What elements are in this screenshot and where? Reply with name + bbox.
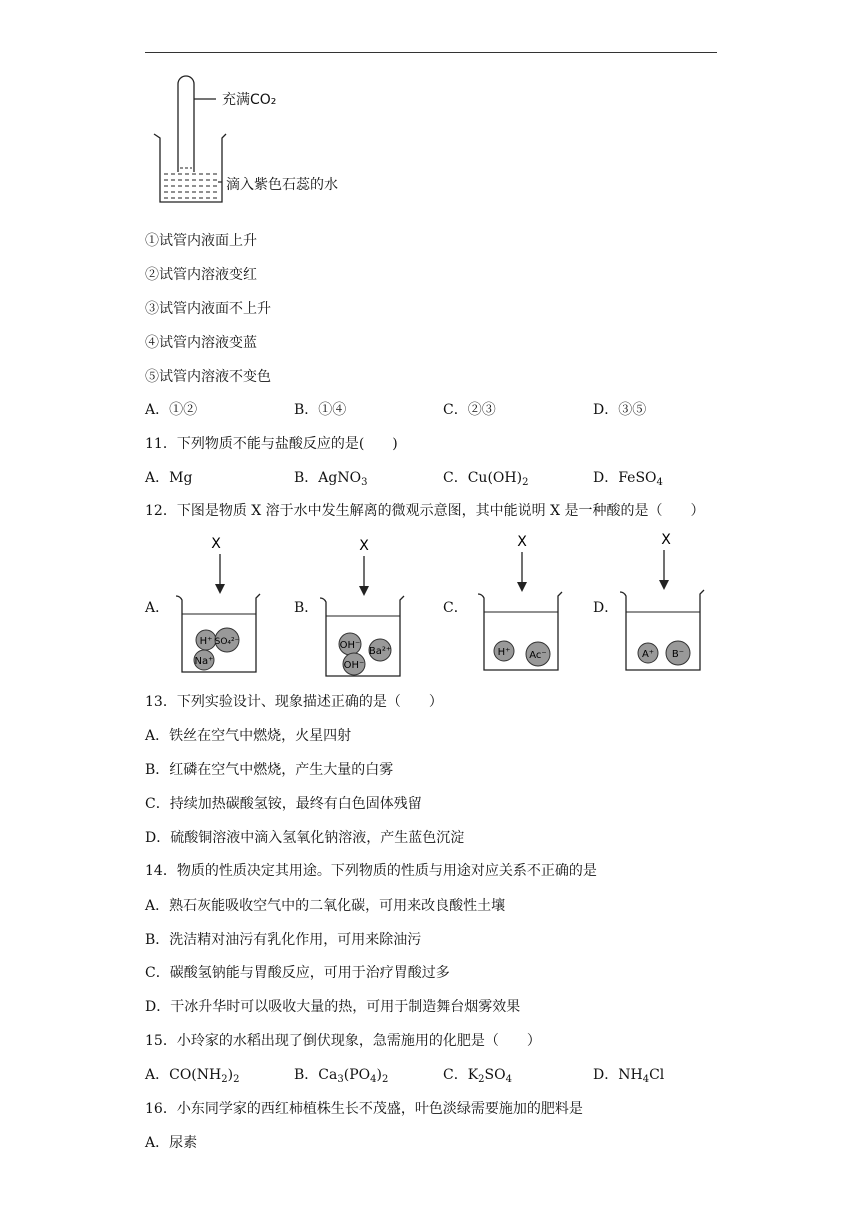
q14-stem: 14．物质的性质决定其用途。下列物质的性质与用途对应关系不正确的是 <box>145 863 597 879</box>
q15-b-mid2: ) <box>376 1067 382 1083</box>
q10-option-c[interactable]: C．②③ <box>443 402 496 418</box>
q12-stem: 12．下图是物质 X 溶于水中发生解离的微观示意图，其中能说明 X 是一种酸的是（ ） <box>145 503 705 519</box>
q15-a-sub2: 2 <box>233 1074 240 1085</box>
q15-c-sub2: 4 <box>505 1074 512 1085</box>
beaker-a-ion-1: H⁺ <box>199 636 213 647</box>
beaker-d-ion-1: A⁺ <box>641 649 655 660</box>
q12-option-b[interactable]: B． <box>294 600 319 616</box>
beaker-d-x-label: X <box>661 532 671 548</box>
q15-d-mid: Cl <box>649 1067 665 1083</box>
q16-option-a[interactable]: A．尿素 <box>145 1135 198 1151</box>
q11-c-text: C．Cu(OH) <box>443 470 523 486</box>
q15-c-sub: 2 <box>478 1074 485 1085</box>
q11-stem: 11．下列物质不能与盐酸反应的是( ) <box>145 436 398 452</box>
q11-b-text: B．AgNO <box>294 470 362 486</box>
q11-option-a[interactable] <box>145 469 192 487</box>
q15-b-sub2: 4 <box>370 1074 377 1085</box>
q10-item-4: ④试管内溶液变蓝 <box>145 335 257 351</box>
q15-option-b[interactable] <box>294 1066 388 1084</box>
q10-option-a[interactable]: A．①② <box>145 402 198 418</box>
tube-label: 充满CO₂ <box>222 92 277 108</box>
beaker-b <box>316 532 406 678</box>
beaker-a-ion-3: Na⁺ <box>194 656 214 667</box>
q13-stem: 13．下列实验设计、现象描述正确的是（ ） <box>145 694 443 710</box>
q15-option-d[interactable] <box>593 1066 664 1084</box>
q10-option-d[interactable]: D．③⑤ <box>593 402 647 418</box>
q10-option-b[interactable]: B．①④ <box>294 402 347 418</box>
q13-option-a[interactable]: A．铁丝在空气中燃烧，火星四射 <box>145 728 352 744</box>
q15-a-sub: 2 <box>221 1074 228 1085</box>
q11-option-d[interactable] <box>593 469 663 487</box>
q15-c-mid: SO <box>484 1067 506 1083</box>
q15-d-text: D．NH <box>593 1067 643 1083</box>
q16-stem: 16．小东同学家的西红柿植株生长不茂盛，叶色淡绿需要施加的肥料是 <box>145 1101 583 1117</box>
q10-item-2: ②试管内溶液变红 <box>145 267 257 283</box>
q15-b-sub3: 2 <box>381 1074 389 1085</box>
q11-d-text: D．FeSO <box>593 470 657 486</box>
q14-option-c[interactable]: C．碳酸氢钠能与胃酸反应，可用于治疗胃酸过多 <box>145 965 450 981</box>
beaker-b-ion-1: OH⁻ <box>339 640 361 651</box>
q11-d-sub: 4 <box>656 477 663 488</box>
q15-a-mid: ) <box>227 1067 234 1083</box>
q11-option-c[interactable] <box>443 469 528 487</box>
q13-option-d[interactable]: D．硫酸铜溶液中滴入氢氧化钠溶液，产生蓝色沉淀 <box>145 830 465 846</box>
beaker-c-ion-2: Ac⁻ <box>529 650 547 661</box>
beaker-a-ion-2: SO₄²⁻ <box>214 637 240 647</box>
q12-option-c[interactable]: C． <box>443 600 468 616</box>
q10-item-5: ⑤试管内溶液不变色 <box>145 369 271 385</box>
q15-stem: 15．小玲家的水稻出现了倒伏现象，急需施用的化肥是（ ） <box>145 1033 541 1049</box>
beaker-d <box>616 530 706 676</box>
beaker-c-ion-1: H⁺ <box>497 647 511 658</box>
header-rule <box>145 52 717 53</box>
q12-option-a[interactable]: A． <box>145 600 170 616</box>
q12-option-d[interactable]: D． <box>593 600 619 616</box>
water-label: 滴入紫色石蕊的水 <box>226 177 338 193</box>
q15-option-a[interactable] <box>145 1066 239 1084</box>
q13-option-c[interactable]: C．持续加热碳酸氢铵，最终有白色固体残留 <box>145 796 422 812</box>
q15-option-c[interactable] <box>443 1066 512 1084</box>
q11-option-b[interactable] <box>294 469 367 487</box>
q14-option-a[interactable]: A．熟石灰能吸收空气中的二氧化碳，可用来改良酸性土壤 <box>145 898 506 914</box>
q15-a-text: A．CO(NH <box>145 1067 222 1083</box>
q15-c-text: C．K <box>443 1067 479 1083</box>
q11-c-sub: 2 <box>522 477 529 488</box>
beaker-b-ion-2: Ba²⁺ <box>368 646 392 657</box>
q13-option-b[interactable]: B．红磷在空气中燃烧，产生大量的白雾 <box>145 762 394 778</box>
q10-item-1: ①试管内液面上升 <box>145 233 257 249</box>
q11-b-sub: 3 <box>361 477 368 488</box>
q11-a-text: A．Mg <box>145 470 193 486</box>
beaker-b-ion-3: OH⁻ <box>343 660 365 671</box>
beaker-c <box>474 530 564 676</box>
q15-b-mid: (PO <box>343 1067 371 1083</box>
beaker-b-x-label: X <box>359 538 369 554</box>
q15-b-text: B．Ca <box>294 1067 338 1083</box>
beaker-c-x-label: X <box>517 534 527 550</box>
q10-item-3: ③试管内液面不上升 <box>145 301 271 317</box>
beaker-a-x-label: X <box>211 536 221 552</box>
q14-option-b[interactable]: B．洗洁精对油污有乳化作用，可用来除油污 <box>145 932 422 948</box>
q14-option-d[interactable]: D．干冰升华时可以吸收大量的热，可用于制造舞台烟雾效果 <box>145 999 521 1015</box>
q15-b-sub: 3 <box>337 1074 344 1085</box>
beaker-a <box>172 532 262 678</box>
beaker-d-ion-2: B⁻ <box>671 649 685 660</box>
q15-d-sub: 4 <box>642 1074 650 1085</box>
